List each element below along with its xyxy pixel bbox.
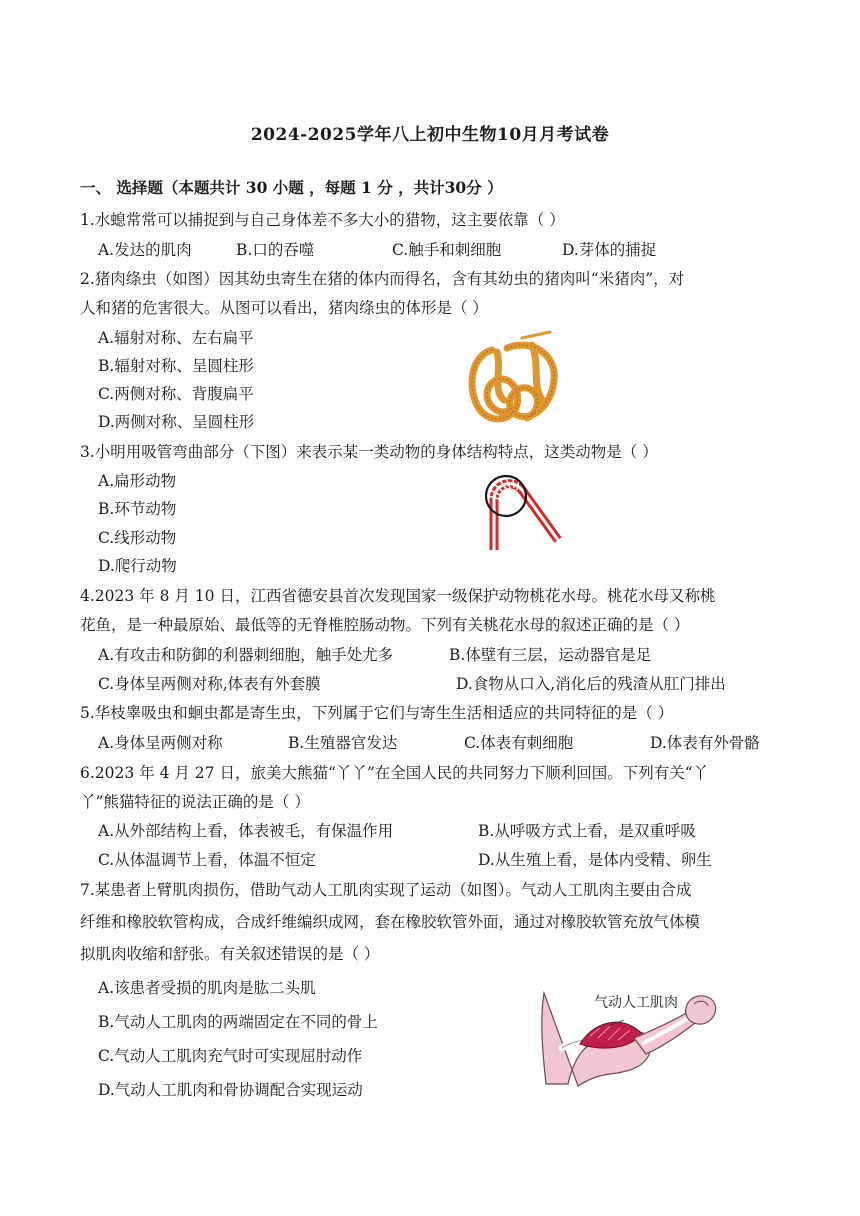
question-5-stem: 5.华枝睾吸虫和蛔虫都是寄生虫，下列属于它们与寄生生活相适应的共同特征的是（ ）	[80, 704, 674, 722]
q2-option-a: A.辐射对称、左右扁平	[98, 329, 254, 347]
q2-option-d: D.两侧对称、呈圆柱形	[98, 413, 255, 431]
question-3-stem: 3.小明用吸管弯曲部分（下图）来表示某一类动物的身体结构特点，这类动物是（ ）	[80, 443, 658, 461]
q4-option-c: C.身体呈两侧对称,体表有外套膜	[98, 675, 321, 693]
question-4-stem-line-2: 花鱼，是一种最原始、最低等的无脊椎腔肠动物。下列有关桃花水母的叙述正确的是（ ）	[80, 616, 690, 634]
q6-option-c: C.从体温调节上看，体温不恒定	[98, 851, 316, 869]
q1-option-c: C.触手和刺细胞	[392, 241, 502, 259]
question-1-stem: 1.水螅常常可以捕捉到与自己身体差不多大小的猎物，这主要依靠（ ）	[80, 211, 565, 229]
q6-option-a: A.从外部结构上看，体表被毛，有保温作用	[98, 822, 394, 840]
q7-option-c: C.气动人工肌肉充气时可实现屈肘动作	[98, 1047, 363, 1065]
q5-option-c: C.体表有刺细胞	[464, 734, 574, 752]
q4-option-a: A.有攻击和防御的利器刺细胞，触手处尤多	[98, 646, 394, 664]
q2-option-b: B.辐射对称、呈圆柱形	[98, 357, 254, 375]
artificial-muscle-figure	[538, 988, 728, 1088]
q7-option-a: A.该患者受损的肌肉是肱二头肌	[98, 979, 316, 997]
question-2-stem-line-2: 人和猪的危害很大。从图可以看出，猪肉绦虫的体形是（ ）	[80, 299, 488, 317]
q7-option-b: B.气动人工肌肉的两端固定在不同的骨上	[98, 1013, 378, 1031]
tapeworm-image	[462, 330, 568, 428]
q5-option-b: B.生殖器官发达	[288, 734, 398, 752]
q2-option-c: C.两侧对称、背腹扁平	[98, 385, 254, 403]
q3-option-c: C.线形动物	[98, 529, 177, 547]
q5-option-d: D.体表有外骨骼	[650, 734, 760, 752]
q3-option-a: A.扁形动物	[98, 472, 177, 490]
question-6-stem-line-1: 6.2023 年 4 月 27 日，旅美大熊猫“丫丫”在全国人民的共同努力下顺利回国。下列有关“丫	[80, 764, 709, 782]
question-7-stem-line-3: 拟肌肉收缩和舒张。有关叙述错误的是（ ）	[80, 945, 380, 963]
q5-option-a: A.身体呈两侧对称	[98, 734, 223, 752]
artificial-muscle-label: 气动人工肌肉	[594, 995, 678, 1011]
q7-option-d: D.气动人工肌肉和骨协调配合实现运动	[98, 1081, 363, 1099]
bent-straw-image	[478, 470, 564, 552]
q4-option-d: D.食物从口入,消化后的残渣从肛门排出	[456, 675, 726, 693]
q1-option-b: B.口的吞噬	[236, 241, 315, 259]
q6-option-b: B.从呼吸方式上看，是双重呼吸	[478, 822, 696, 840]
question-6-stem-line-2: 丫”熊猫特征的说法正确的是（ ）	[80, 793, 310, 811]
q3-option-d: D.爬行动物	[98, 557, 177, 575]
q6-option-d: D.从生殖上看，是体内受精、卵生	[478, 851, 712, 869]
q4-option-b: B.体壁有三层，运动器官是足	[449, 646, 652, 664]
section-heading: 一、 选择题（本题共计 30 小题 ，每题 1 分 ，共计30分 ）	[80, 178, 503, 197]
question-7-stem-line-1: 7.某患者上臂肌肉损伤，借助气动人工肌肉实现了运动（如图）。气动人工肌肉主要由合成	[80, 881, 692, 899]
q1-option-a: A.发达的肌肉	[98, 241, 192, 259]
question-2-stem-line-1: 2.猪肉绦虫（如图）因其幼虫寄生在猪的体内而得名，含有其幼虫的猪肉叫“米猪肉”，对	[80, 270, 685, 288]
question-7-stem-line-2: 纤维和橡胶软管构成，合成纤维编织成网，套在橡胶软管外面，通过对橡胶软管充放气体模	[80, 913, 701, 931]
question-4-stem-line-1: 4.2023 年 8 月 10 日，江西省德安县首次发现国家一级保护动物桃花水母。桃花水母又称桃	[80, 587, 716, 605]
q3-option-b: B.环节动物	[98, 500, 177, 518]
exam-title: 2024-2025学年八上初中生物10月月考试卷	[250, 125, 610, 145]
q1-option-d: D.芽体的捕捉	[562, 241, 657, 259]
